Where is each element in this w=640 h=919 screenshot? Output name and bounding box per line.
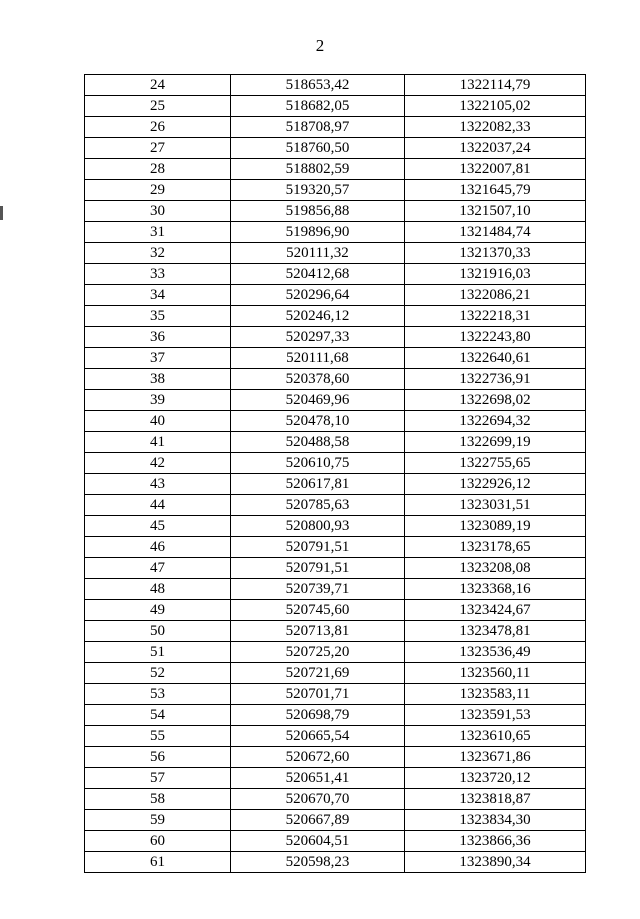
x-coordinate-cell: 520651,41 [231,768,405,789]
coordinates-table [84,74,586,873]
table-row [85,768,586,789]
y-coordinate-cell: 1323834,30 [405,810,586,831]
y-coordinate-cell: 1323610,65 [405,726,586,747]
point-number-cell: 26 [85,117,231,138]
y-coordinate-cell: 1323583,11 [405,684,586,705]
point-number-cell: 35 [85,306,231,327]
x-coordinate-cell: 520296,64 [231,285,405,306]
y-coordinate-cell: 1323560,11 [405,663,586,684]
point-number-cell: 44 [85,495,231,516]
point-number-cell: 33 [85,264,231,285]
point-number-cell: 48 [85,579,231,600]
point-number-cell: 40 [85,411,231,432]
y-coordinate-cell: 1321916,03 [405,264,586,285]
y-coordinate-cell: 1322007,81 [405,159,586,180]
point-number-cell: 45 [85,516,231,537]
x-coordinate-cell: 520713,81 [231,621,405,642]
table-row [85,537,586,558]
x-coordinate-cell: 518760,50 [231,138,405,159]
table-row [85,495,586,516]
y-coordinate-cell: 1322243,80 [405,327,586,348]
point-number-cell: 53 [85,684,231,705]
x-coordinate-cell: 520785,63 [231,495,405,516]
y-coordinate-cell: 1323478,81 [405,621,586,642]
point-number-cell: 34 [85,285,231,306]
y-coordinate-cell: 1321370,33 [405,243,586,264]
x-coordinate-cell: 520665,54 [231,726,405,747]
table-row [85,96,586,117]
x-coordinate-cell: 520598,23 [231,852,405,873]
x-coordinate-cell: 520745,60 [231,600,405,621]
x-coordinate-cell: 520672,60 [231,747,405,768]
table-row [85,579,586,600]
point-number-cell: 46 [85,537,231,558]
point-number-cell: 50 [85,621,231,642]
table-row [85,75,586,96]
point-number-cell: 24 [85,75,231,96]
table-row [85,390,586,411]
table-row [85,411,586,432]
table-row [85,222,586,243]
point-number-cell: 52 [85,663,231,684]
x-coordinate-cell: 520111,32 [231,243,405,264]
table-row [85,306,586,327]
x-coordinate-cell: 520698,79 [231,705,405,726]
x-coordinate-cell: 520610,75 [231,453,405,474]
table-row [85,180,586,201]
y-coordinate-cell: 1323424,67 [405,600,586,621]
y-coordinate-cell: 1322037,24 [405,138,586,159]
table-row [85,726,586,747]
point-number-cell: 51 [85,642,231,663]
x-coordinate-cell: 518708,97 [231,117,405,138]
y-coordinate-cell: 1322694,32 [405,411,586,432]
y-coordinate-cell: 1322926,12 [405,474,586,495]
point-number-cell: 38 [85,369,231,390]
table-row [85,243,586,264]
table-row [85,600,586,621]
y-coordinate-cell: 1322736,91 [405,369,586,390]
point-number-cell: 31 [85,222,231,243]
y-coordinate-cell: 1323866,36 [405,831,586,852]
y-coordinate-cell: 1322114,79 [405,75,586,96]
y-coordinate-cell: 1322082,33 [405,117,586,138]
point-number-cell: 28 [85,159,231,180]
point-number-cell: 56 [85,747,231,768]
table-row [85,159,586,180]
x-coordinate-cell: 519856,88 [231,201,405,222]
x-coordinate-cell: 520297,33 [231,327,405,348]
x-coordinate-cell: 519320,57 [231,180,405,201]
point-number-cell: 55 [85,726,231,747]
x-coordinate-cell: 520604,51 [231,831,405,852]
table-row [85,369,586,390]
x-coordinate-cell: 520667,89 [231,810,405,831]
y-coordinate-cell: 1322218,31 [405,306,586,327]
table-row [85,327,586,348]
x-coordinate-cell: 520800,93 [231,516,405,537]
point-number-cell: 43 [85,474,231,495]
table-row [85,348,586,369]
table-row [85,285,586,306]
point-number-cell: 59 [85,810,231,831]
table-row [85,831,586,852]
x-coordinate-cell: 520721,69 [231,663,405,684]
page-number: 2 [315,36,325,55]
x-coordinate-cell: 518653,42 [231,75,405,96]
point-number-cell: 32 [85,243,231,264]
y-coordinate-cell: 1321645,79 [405,180,586,201]
x-coordinate-cell: 520478,10 [231,411,405,432]
y-coordinate-cell: 1322699,19 [405,432,586,453]
x-coordinate-cell: 520739,71 [231,579,405,600]
point-number-cell: 60 [85,831,231,852]
x-coordinate-cell: 520246,12 [231,306,405,327]
point-number-cell: 54 [85,705,231,726]
y-coordinate-cell: 1321484,74 [405,222,586,243]
scan-edge-mark [0,206,3,220]
table-row [85,201,586,222]
y-coordinate-cell: 1323536,49 [405,642,586,663]
x-coordinate-cell: 518682,05 [231,96,405,117]
x-coordinate-cell: 520488,58 [231,432,405,453]
point-number-cell: 27 [85,138,231,159]
x-coordinate-cell: 520469,96 [231,390,405,411]
y-coordinate-cell: 1322086,21 [405,285,586,306]
point-number-cell: 37 [85,348,231,369]
x-coordinate-cell: 519896,90 [231,222,405,243]
x-coordinate-cell: 520791,51 [231,558,405,579]
x-coordinate-cell: 520791,51 [231,537,405,558]
table-row [85,810,586,831]
point-number-cell: 58 [85,789,231,810]
point-number-cell: 39 [85,390,231,411]
point-number-cell: 47 [85,558,231,579]
table-row [85,705,586,726]
y-coordinate-cell: 1323818,87 [405,789,586,810]
table-row [85,558,586,579]
y-coordinate-cell: 1323890,34 [405,852,586,873]
y-coordinate-cell: 1321507,10 [405,201,586,222]
table-row [85,621,586,642]
table-row [85,516,586,537]
table-row [85,684,586,705]
y-coordinate-cell: 1323178,65 [405,537,586,558]
y-coordinate-cell: 1322105,02 [405,96,586,117]
x-coordinate-cell: 520111,68 [231,348,405,369]
x-coordinate-cell: 520725,20 [231,642,405,663]
point-number-cell: 61 [85,852,231,873]
table-row [85,642,586,663]
table-row [85,852,586,873]
table-row [85,663,586,684]
y-coordinate-cell: 1323208,08 [405,558,586,579]
y-coordinate-cell: 1323031,51 [405,495,586,516]
point-number-cell: 30 [85,201,231,222]
y-coordinate-cell: 1323671,86 [405,747,586,768]
x-coordinate-cell: 520670,70 [231,789,405,810]
y-coordinate-cell: 1323089,19 [405,516,586,537]
table-row [85,138,586,159]
x-coordinate-cell: 520701,71 [231,684,405,705]
y-coordinate-cell: 1322698,02 [405,390,586,411]
table-row [85,264,586,285]
table-row [85,117,586,138]
x-coordinate-cell: 518802,59 [231,159,405,180]
point-number-cell: 49 [85,600,231,621]
point-number-cell: 41 [85,432,231,453]
point-number-cell: 29 [85,180,231,201]
x-coordinate-cell: 520378,60 [231,369,405,390]
y-coordinate-cell: 1323720,12 [405,768,586,789]
y-coordinate-cell: 1322640,61 [405,348,586,369]
point-number-cell: 36 [85,327,231,348]
coordinates-table-body [85,75,586,873]
y-coordinate-cell: 1323368,16 [405,579,586,600]
x-coordinate-cell: 520412,68 [231,264,405,285]
y-coordinate-cell: 1322755,65 [405,453,586,474]
point-number-cell: 42 [85,453,231,474]
x-coordinate-cell: 520617,81 [231,474,405,495]
table-row [85,474,586,495]
table-row [85,453,586,474]
y-coordinate-cell: 1323591,53 [405,705,586,726]
point-number-cell: 25 [85,96,231,117]
table-row [85,432,586,453]
point-number-cell: 57 [85,768,231,789]
table-row [85,789,586,810]
table-row [85,747,586,768]
